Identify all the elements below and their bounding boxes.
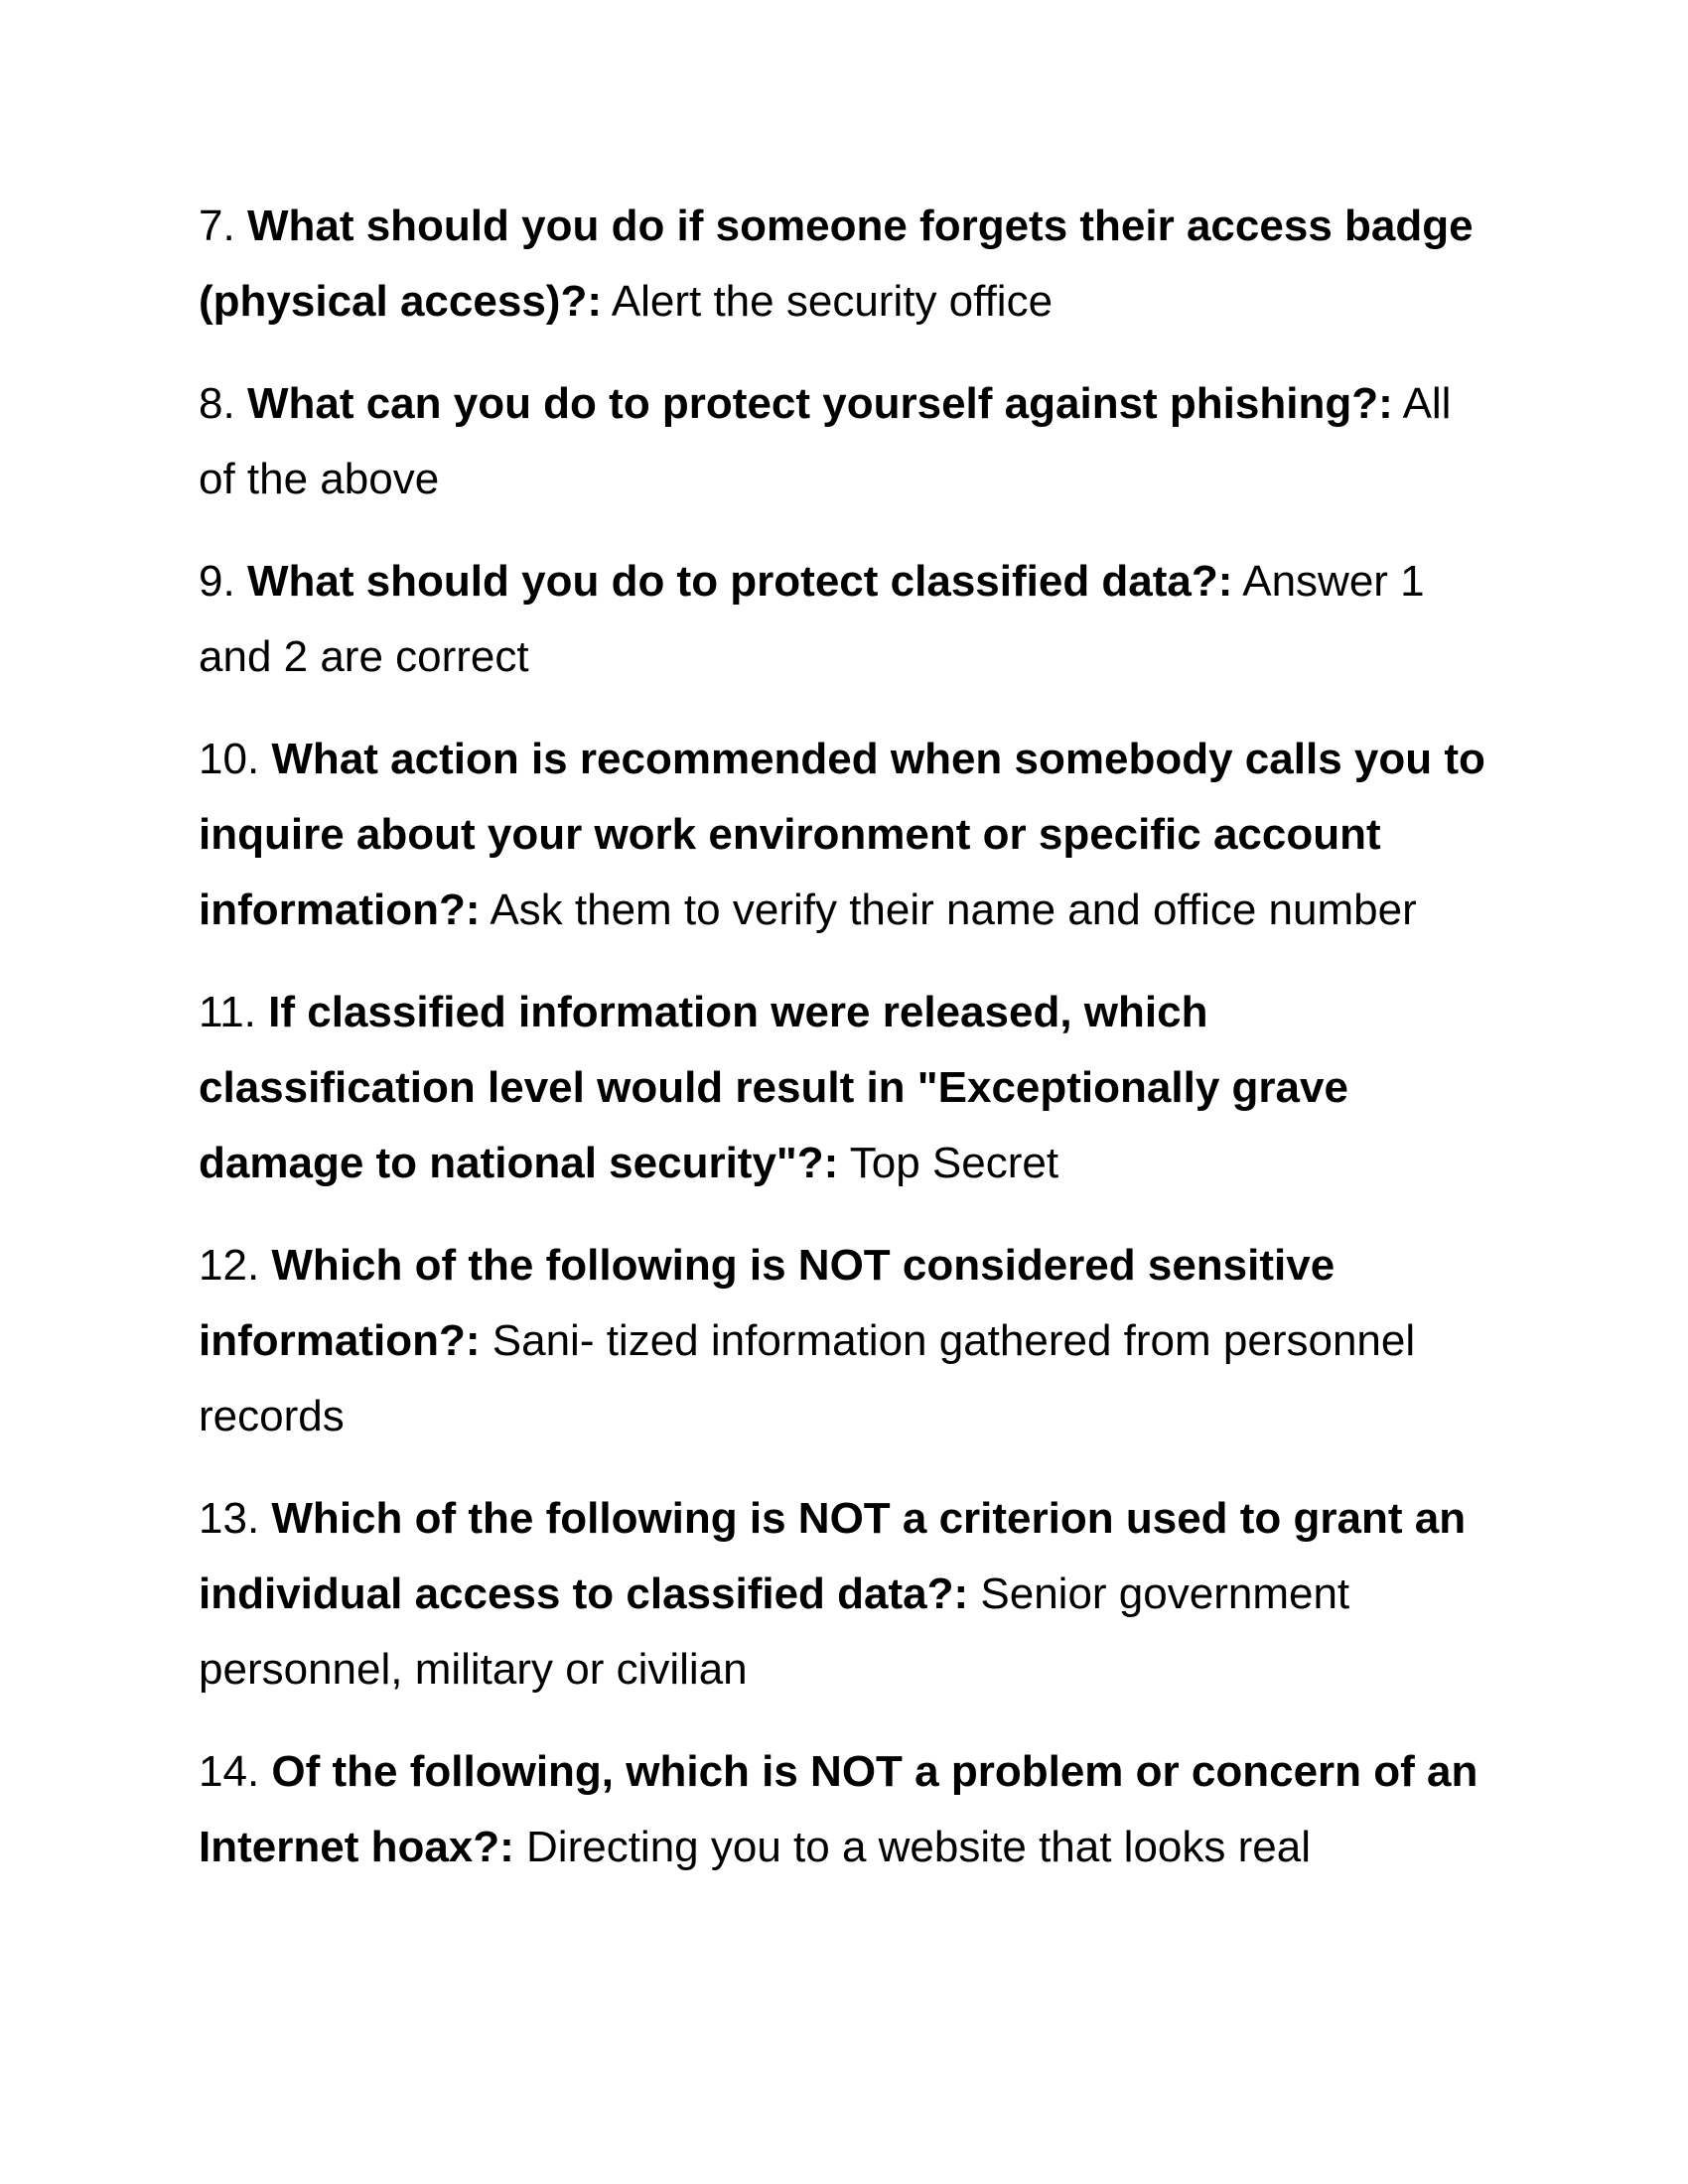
qa-item-11 [199,975,1489,1201]
qa-item-7 [199,189,1489,340]
answer-text: Directing you to a website that looks real [526,1823,1311,1871]
item-number: 7. [199,202,235,250]
qa-item-14 [199,1734,1489,1885]
question-text: If classified information were released, which classification level would result in "Exceptionally grave damage to national security"?: [199,988,1348,1187]
answer-text: Top Secret [849,1139,1059,1187]
item-number: 12. [199,1241,260,1290]
item-number: 9. [199,557,235,606]
item-number: 8. [199,379,235,428]
question-text: What action is recommended when somebody calls you to inquire about your work environment or specific account information?: [199,735,1485,934]
question-text: Which of the following is NOT considered sensitive information?: [199,1241,1336,1365]
item-number: 14. [199,1747,260,1796]
qa-item-12 [199,1228,1489,1454]
answer-text: Senior government personnel, military or civilian [199,1570,1350,1694]
qa-item-13 [199,1481,1489,1707]
answer-text: Ask them to verify their name and office number [490,886,1417,934]
question-text: Which of the following is NOT a criterion used to grant an individual access to classified data?: [199,1494,1467,1618]
item-number: 11. [199,988,256,1036]
qa-item-8 [199,366,1489,517]
answer-text: All of the above [199,379,1452,503]
answer-text: Alert the security office [611,277,1054,326]
question-text: What should you do to protect classified data?: [246,557,1233,606]
question-text: What can you do to protect yourself against phishing?: [246,379,1393,428]
question-text: Of the following, which is NOT a problem or concern of an Internet hoax?: [199,1747,1478,1871]
answer-text: Sani- tized information gathered from personnel records [199,1316,1416,1440]
item-number: 13. [199,1494,260,1543]
item-number: 10. [199,735,260,783]
answer-text: Answer 1 and 2 are correct [199,557,1425,681]
qa-list [199,189,1489,1912]
qa-item-9 [199,544,1489,695]
question-text: What should you do if someone forgets their access badge (physical access)?: [199,202,1474,326]
qa-item-10 [199,722,1489,948]
